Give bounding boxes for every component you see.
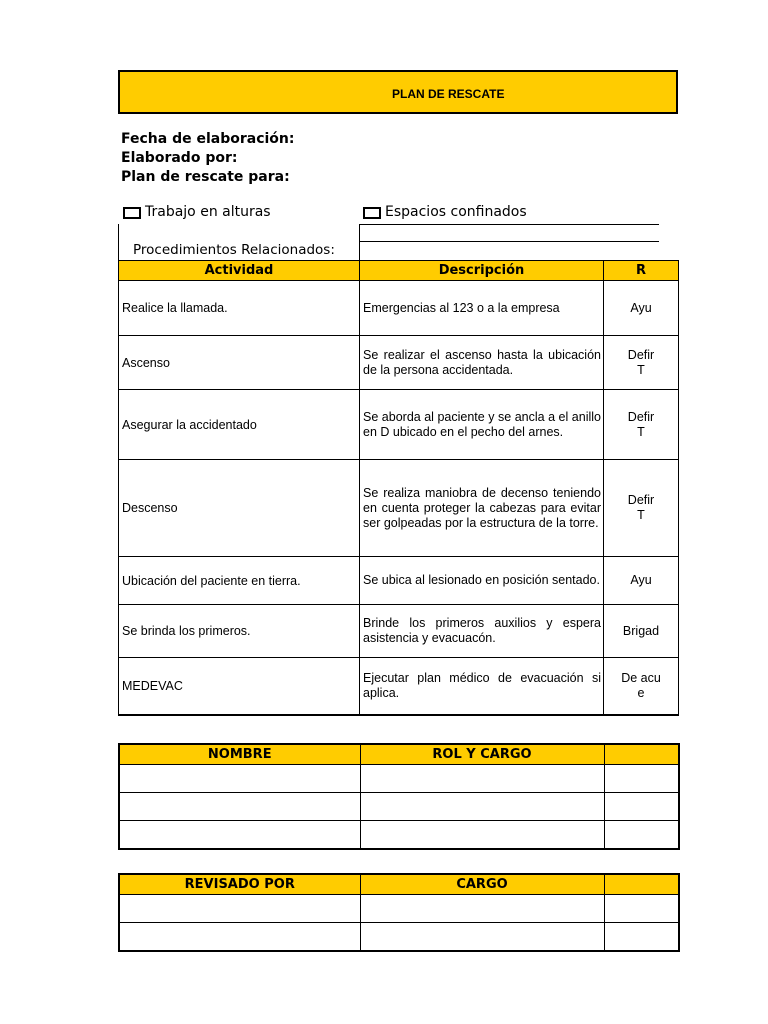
cell-descripcion[interactable]: Se realiza maniobra de decenso teniendo en cuenta proteger la cabezas para evitar ser golpeadas por la estructura de la torre. (360, 460, 604, 557)
procedimiento-input-2[interactable] (360, 242, 650, 260)
header-actividad: Actividad (119, 261, 360, 281)
cell-responsable-line2: e (637, 685, 645, 700)
cell-actividad[interactable]: Se brinda los primeros. (119, 605, 360, 658)
table-row (119, 557, 679, 605)
cell-extra[interactable] (604, 765, 679, 793)
title-banner (118, 70, 678, 114)
header-nombre: NOMBRE (119, 744, 360, 765)
cell-descripcion[interactable]: Se ubica al lesionado en posición sentado. (360, 557, 604, 605)
review-table (118, 873, 680, 952)
review-header-row (119, 874, 679, 895)
cell-descripcion[interactable]: Se aborda al paciente y se ancla a el anillo en D ubicado en el pecho del arnes. (360, 390, 604, 460)
cell-responsable[interactable] (604, 281, 679, 336)
header-extra (604, 874, 679, 895)
cell-responsable-line1: Defir (627, 409, 655, 424)
cell-cargo[interactable] (360, 895, 604, 923)
cell-actividad[interactable]: Descenso (119, 460, 360, 557)
checkbox-espacios-confinados[interactable] (363, 204, 527, 220)
cell-cargo[interactable] (360, 923, 604, 952)
activities-table (118, 260, 679, 716)
cell-rol-cargo[interactable] (360, 793, 604, 821)
checkbox-box-icon[interactable] (123, 207, 141, 219)
table-row (119, 658, 679, 715)
names-table (118, 743, 680, 850)
cell-nombre[interactable] (119, 793, 360, 821)
header-descripcion: Descripción (360, 261, 604, 281)
cell-actividad[interactable]: Ubicación del paciente en tierra. (119, 557, 360, 605)
cell-actividad[interactable]: Ascenso (119, 336, 360, 390)
table-row (119, 895, 679, 923)
table-row (119, 390, 679, 460)
cell-responsable-line2: T (637, 362, 645, 377)
elaborado-por-label: Elaborado por: (121, 150, 238, 166)
cell-descripcion[interactable]: Brinde los primeros auxilios y espera asistencia y evacuacón. (360, 605, 604, 658)
table-row (119, 336, 679, 390)
cell-rol-cargo[interactable] (360, 821, 604, 850)
checkbox-trabajo-alturas[interactable] (123, 204, 271, 220)
cell-extra[interactable] (604, 895, 679, 923)
cell-responsable[interactable] (604, 460, 679, 557)
table-row (119, 281, 679, 336)
cell-descripcion[interactable]: Se realizar el ascenso hasta la ubicación de la persona accidentada. (360, 336, 604, 390)
cell-actividad[interactable]: Realice la llamada. (119, 281, 360, 336)
page-title: PLAN DE RESCATE (392, 87, 505, 101)
procedimiento-input-1[interactable] (360, 225, 650, 241)
table-row (119, 793, 679, 821)
cell-responsable-line1: Ayu (630, 573, 652, 587)
checkbox-label-alturas: Trabajo en alturas (145, 204, 271, 220)
header-extra (604, 744, 679, 765)
names-header-row (119, 744, 679, 765)
activities-header-row (119, 261, 679, 281)
cell-responsable-line1: Defir (627, 347, 655, 362)
cell-actividad[interactable]: MEDEVAC (119, 658, 360, 715)
cell-responsable[interactable] (604, 390, 679, 460)
checkbox-box-icon[interactable] (363, 207, 381, 219)
cell-descripcion[interactable]: Emergencias al 123 o a la empresa (360, 281, 604, 336)
cell-responsable-line1: Defir (627, 493, 655, 507)
cell-responsable-line2: T (637, 424, 645, 439)
cell-nombre[interactable] (119, 821, 360, 850)
cell-actividad[interactable]: Asegurar la accidentado (119, 390, 360, 460)
cell-nombre[interactable] (119, 765, 360, 793)
header-revisado-por: REVISADO POR (119, 874, 360, 895)
cell-extra[interactable] (604, 923, 679, 952)
table-row (119, 821, 679, 850)
fecha-elaboracion-label: Fecha de elaboración: (121, 131, 295, 147)
checkbox-label-confinados: Espacios confinados (385, 204, 527, 220)
cell-descripcion[interactable]: Ejecutar plan médico de evacuación si aplica. (360, 658, 604, 715)
cell-responsable[interactable] (604, 605, 679, 658)
cell-responsable[interactable] (604, 336, 679, 390)
cell-rol-cargo[interactable] (360, 765, 604, 793)
cell-extra[interactable] (604, 821, 679, 850)
plan-rescate-para-label: Plan de rescate para: (121, 169, 290, 185)
cell-revisado-por[interactable] (119, 895, 360, 923)
table-row (119, 605, 679, 658)
table-row (119, 923, 679, 952)
table-row (119, 765, 679, 793)
cell-responsable-line1: Ayu (630, 300, 652, 315)
cell-responsable[interactable] (604, 557, 679, 605)
table-row (119, 460, 679, 557)
cell-extra[interactable] (604, 793, 679, 821)
header-cargo: CARGO (360, 874, 604, 895)
header-responsable: R (604, 261, 679, 281)
cell-revisado-por[interactable] (119, 923, 360, 952)
cell-responsable[interactable] (604, 658, 679, 715)
procedimientos-label: Procedimientos Relacionados: (133, 242, 335, 258)
cell-responsable-line1: Brigad (622, 623, 660, 638)
cell-responsable-line2: T (637, 508, 645, 522)
header-rol-cargo: ROL Y CARGO (360, 744, 604, 765)
proc-border-left (118, 224, 119, 261)
cell-responsable-line1: De acu (621, 670, 661, 685)
